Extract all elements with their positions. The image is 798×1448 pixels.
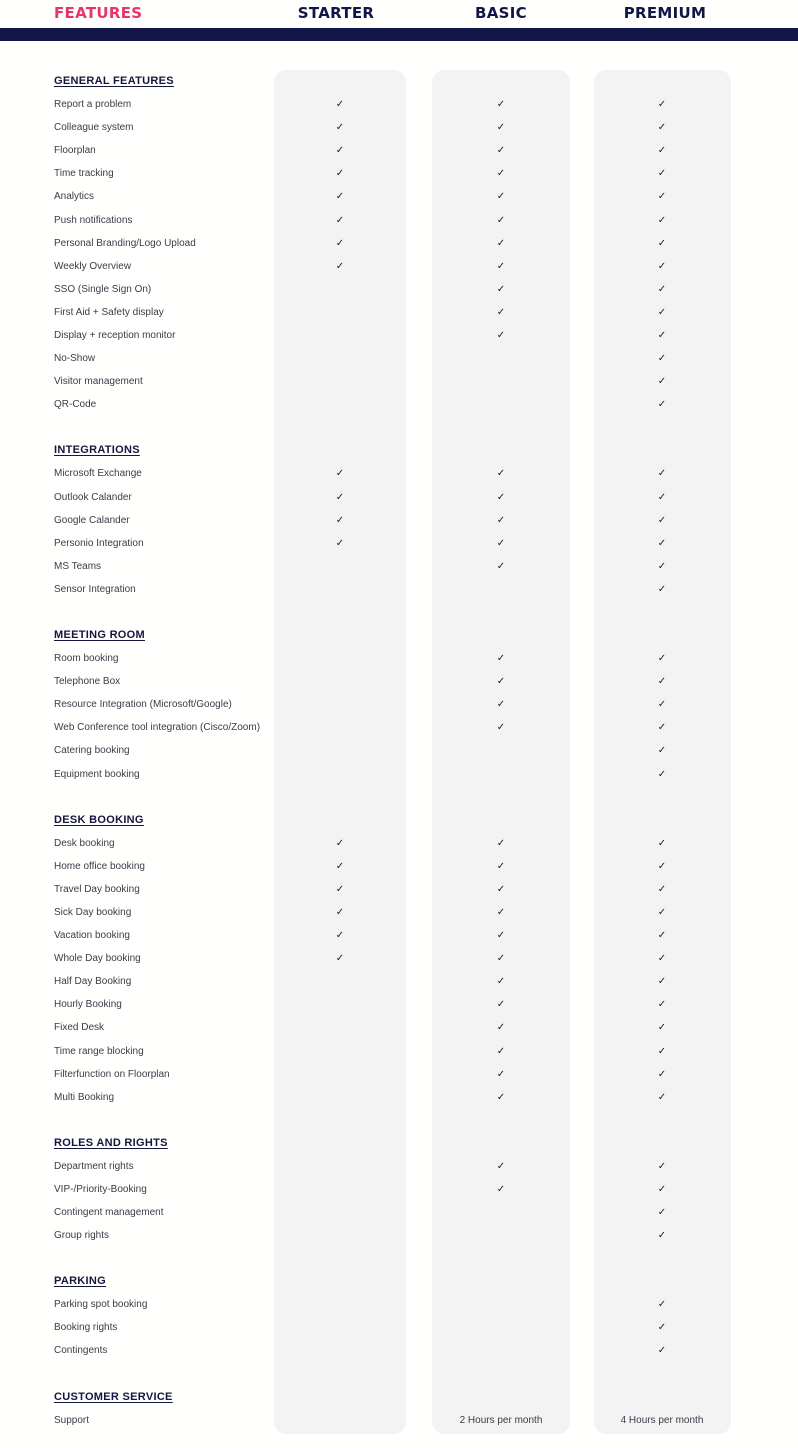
feature-row	[0, 535, 798, 555]
check-icon: ✓	[496, 283, 506, 295]
feature-row	[0, 858, 798, 878]
feature-label: Colleague system	[54, 122, 134, 134]
plan-basic-value: 2 Hours per month	[459, 1414, 543, 1426]
section-title: MEETING ROOM	[54, 629, 145, 641]
check-icon: ✓	[496, 930, 506, 941]
feature-row	[0, 1089, 798, 1109]
check-icon: ✓	[496, 145, 506, 157]
feature-label: Web Conference tool integration (Cisco/Zoom)	[54, 722, 261, 734]
feature-row	[0, 719, 798, 739]
check-icon: ✓	[657, 537, 667, 549]
check-icon: ✓	[496, 560, 506, 572]
check-icon: ✓	[657, 122, 667, 134]
feature-row	[0, 1019, 798, 1039]
check-icon: ✓	[657, 976, 667, 988]
check-icon: ✓	[335, 883, 345, 895]
feature-label: Google Calander	[54, 514, 130, 526]
feature-label: Sensor Integration	[54, 583, 136, 595]
feature-label: Weekly Overview	[54, 260, 132, 272]
feature-label: Whole Day booking	[54, 953, 141, 965]
check-icon: ✓	[335, 237, 345, 249]
check-icon: ✓	[657, 1345, 667, 1357]
check-icon: ✓	[657, 1160, 667, 1172]
section-title: ROLES AND RIGHTS	[54, 1136, 168, 1149]
feature-label: No-Show	[54, 353, 96, 365]
feature-label: Microsoft Exchange	[54, 468, 142, 480]
feature-label: MS Teams	[54, 560, 102, 572]
check-icon: ✓	[335, 514, 345, 526]
check-icon: ✓	[335, 860, 345, 872]
feature-label: SSO (Single Sign On)	[54, 283, 152, 295]
check-icon: ✓	[496, 237, 506, 249]
check-icon: ✓	[496, 676, 506, 688]
check-icon: ✓	[496, 330, 506, 341]
check-icon: ✓	[657, 191, 667, 203]
feature-row	[0, 950, 798, 970]
feature-row	[0, 327, 798, 347]
check-icon: ✓	[657, 145, 667, 157]
check-icon: ✓	[657, 1299, 667, 1311]
check-icon: ✓	[496, 191, 506, 203]
check-icon: ✓	[496, 1045, 506, 1057]
section-title: GENERAL FEATURES	[54, 75, 174, 87]
feature-row	[0, 904, 798, 924]
check-icon: ✓	[496, 883, 506, 895]
feature-row	[0, 696, 798, 716]
check-icon: ✓	[657, 930, 667, 941]
check-icon: ✓	[496, 1091, 506, 1103]
feature-label: Display + reception monitor	[54, 330, 176, 341]
feature-label: Time tracking	[54, 168, 114, 180]
check-icon: ✓	[657, 999, 667, 1011]
check-icon: ✓	[657, 214, 667, 226]
check-icon: ✓	[657, 883, 667, 895]
check-icon: ✓	[496, 860, 506, 872]
feature-label: Analytics	[54, 191, 95, 203]
feature-row	[0, 1158, 798, 1178]
feature-label: Visitor management	[54, 376, 143, 388]
check-icon: ✓	[657, 906, 667, 918]
check-icon: ✓	[657, 1230, 667, 1242]
feature-label: Personal Branding/Logo Upload	[54, 237, 196, 249]
feature-row	[0, 489, 798, 509]
feature-label: Push notifications	[54, 214, 133, 226]
feature-row	[0, 673, 798, 693]
feature-row	[0, 1227, 798, 1247]
section-title: CUSTOMER SERVICE	[54, 1390, 173, 1403]
section-title: PARKING	[54, 1275, 107, 1288]
check-icon: ✓	[335, 168, 345, 180]
check-icon: ✓	[657, 699, 667, 711]
check-icon: ✓	[335, 99, 345, 110]
feature-label: Time range blocking	[54, 1045, 144, 1057]
check-icon: ✓	[657, 583, 667, 595]
feature-label: Half Day Booking	[54, 976, 132, 988]
check-icon: ✓	[496, 906, 506, 918]
feature-row	[0, 1319, 798, 1339]
feature-row	[0, 1296, 798, 1316]
section-title: INTEGRATIONS	[54, 444, 140, 457]
check-icon: ✓	[335, 837, 345, 849]
check-icon: ✓	[335, 930, 345, 941]
check-icon: ✓	[496, 260, 506, 272]
feature-row	[0, 350, 798, 370]
check-icon: ✓	[496, 722, 506, 734]
check-icon: ✓	[335, 468, 345, 480]
feature-label: Report a problem	[54, 99, 132, 110]
check-icon: ✓	[657, 237, 667, 249]
check-icon: ✓	[335, 145, 345, 157]
check-icon: ✓	[657, 399, 667, 411]
check-icon: ✓	[496, 168, 506, 180]
plan-premium-heading: PREMIUM	[623, 4, 707, 22]
feature-label: Home office booking	[54, 860, 145, 872]
feature-label: Contingent management	[54, 1207, 164, 1218]
check-icon: ✓	[657, 99, 667, 110]
feature-label: Filterfunction on Floorplan	[54, 1068, 170, 1080]
feature-row	[0, 1204, 798, 1224]
feature-row	[0, 996, 798, 1016]
feature-row	[0, 558, 798, 578]
feature-row	[0, 766, 798, 786]
feature-label: Fixed Desk	[54, 1022, 105, 1034]
feature-label: Hourly Booking	[54, 999, 122, 1011]
check-icon: ✓	[657, 491, 667, 503]
check-icon: ✓	[496, 999, 506, 1011]
feature-label: QR-Code	[54, 399, 97, 411]
check-icon: ✓	[496, 468, 506, 480]
plan-starter-heading: STARTER	[297, 4, 375, 22]
check-icon: ✓	[657, 168, 667, 180]
check-icon: ✓	[496, 699, 506, 711]
check-icon: ✓	[657, 1322, 667, 1334]
check-icon: ✓	[496, 653, 506, 664]
check-icon: ✓	[657, 745, 667, 757]
feature-label: Desk booking	[54, 837, 115, 849]
feature-label: Room booking	[54, 653, 119, 664]
check-icon: ✓	[657, 1045, 667, 1057]
check-icon: ✓	[496, 1022, 506, 1034]
check-icon: ✓	[335, 537, 345, 549]
feature-label: Resource Integration (Microsoft/Google)	[54, 699, 232, 711]
feature-row	[0, 188, 798, 208]
check-icon: ✓	[657, 1091, 667, 1103]
feature-row	[0, 212, 798, 232]
feature-row	[0, 581, 798, 601]
feature-row	[0, 96, 798, 116]
check-icon: ✓	[657, 353, 667, 365]
check-icon: ✓	[657, 560, 667, 572]
feature-row	[0, 142, 798, 162]
check-icon: ✓	[335, 122, 345, 134]
check-icon: ✓	[496, 99, 506, 110]
check-icon: ✓	[657, 330, 667, 341]
feature-label: Equipment booking	[54, 768, 140, 780]
feature-row	[0, 1342, 798, 1362]
check-icon: ✓	[496, 837, 506, 849]
feature-row	[0, 1181, 798, 1201]
check-icon: ✓	[496, 491, 506, 503]
check-icon: ✓	[496, 1068, 506, 1080]
check-icon: ✓	[657, 953, 667, 965]
check-icon: ✓	[657, 260, 667, 272]
check-icon: ✓	[496, 1183, 506, 1195]
feature-row	[0, 1043, 798, 1063]
feature-label: Department rights	[54, 1160, 134, 1172]
header-divider-bar	[0, 28, 798, 41]
plan-header	[0, 0, 798, 28]
check-icon: ✓	[657, 376, 667, 388]
check-icon: ✓	[657, 860, 667, 872]
plan-basic-heading: BASIC	[475, 4, 527, 22]
feature-label: Outlook Calander	[54, 491, 132, 503]
feature-row	[0, 281, 798, 301]
feature-row	[0, 119, 798, 139]
check-icon: ✓	[496, 976, 506, 988]
check-icon: ✓	[335, 906, 345, 918]
check-icon: ✓	[657, 676, 667, 688]
feature-row	[0, 165, 798, 185]
check-icon: ✓	[335, 214, 345, 226]
features-heading: FEATURES	[54, 4, 143, 22]
check-icon: ✓	[335, 491, 345, 503]
check-icon: ✓	[657, 722, 667, 734]
feature-label: Personio Integration	[54, 537, 144, 549]
check-icon: ✓	[657, 837, 667, 849]
feature-row	[0, 373, 798, 393]
feature-label: Sick Day booking	[54, 906, 132, 918]
feature-label: First Aid + Safety display	[54, 306, 164, 318]
check-icon: ✓	[657, 1022, 667, 1034]
feature-row	[0, 304, 798, 324]
feature-row	[0, 742, 798, 762]
feature-row	[0, 650, 798, 670]
feature-row	[0, 881, 798, 901]
check-icon: ✓	[657, 768, 667, 780]
feature-label: Travel Day booking	[54, 883, 140, 895]
feature-row	[0, 1066, 798, 1086]
check-icon: ✓	[657, 1183, 667, 1195]
feature-label: Telephone Box	[54, 676, 121, 688]
check-icon: ✓	[657, 468, 667, 480]
check-icon: ✓	[496, 514, 506, 526]
check-icon: ✓	[335, 953, 345, 965]
feature-label: Contingents	[54, 1345, 108, 1357]
feature-label: Catering booking	[54, 745, 130, 757]
feature-row	[0, 396, 798, 416]
check-icon: ✓	[657, 283, 667, 295]
feature-row	[0, 512, 798, 532]
check-icon: ✓	[657, 514, 667, 526]
check-icon: ✓	[657, 653, 667, 664]
feature-row	[0, 465, 798, 485]
feature-label: Booking rights	[54, 1322, 118, 1334]
feature-label: Parking spot booking	[54, 1299, 148, 1311]
feature-label: Group rights	[54, 1230, 110, 1242]
feature-label: Multi Booking	[54, 1091, 115, 1103]
feature-row	[0, 973, 798, 993]
feature-row	[0, 258, 798, 278]
feature-row	[0, 835, 798, 855]
check-icon: ✓	[496, 537, 506, 549]
check-icon: ✓	[496, 122, 506, 134]
check-icon: ✓	[335, 191, 345, 203]
check-icon: ✓	[657, 1068, 667, 1080]
feature-row	[0, 1412, 798, 1432]
feature-label: VIP-/Priority-Booking	[54, 1183, 147, 1195]
feature-row	[0, 235, 798, 255]
check-icon: ✓	[657, 306, 667, 318]
plan-premium-value: 4 Hours per month	[620, 1414, 704, 1426]
check-icon: ✓	[496, 306, 506, 318]
feature-label: Vacation booking	[54, 930, 130, 941]
feature-label: Support	[54, 1414, 90, 1426]
check-icon: ✓	[496, 214, 506, 226]
section-title: DESK BOOKING	[54, 813, 144, 826]
check-icon: ✓	[496, 953, 506, 965]
feature-row	[0, 927, 798, 947]
check-icon: ✓	[335, 260, 345, 272]
feature-label: Floorplan	[54, 145, 96, 157]
check-icon: ✓	[496, 1160, 506, 1172]
check-icon: ✓	[657, 1207, 667, 1218]
